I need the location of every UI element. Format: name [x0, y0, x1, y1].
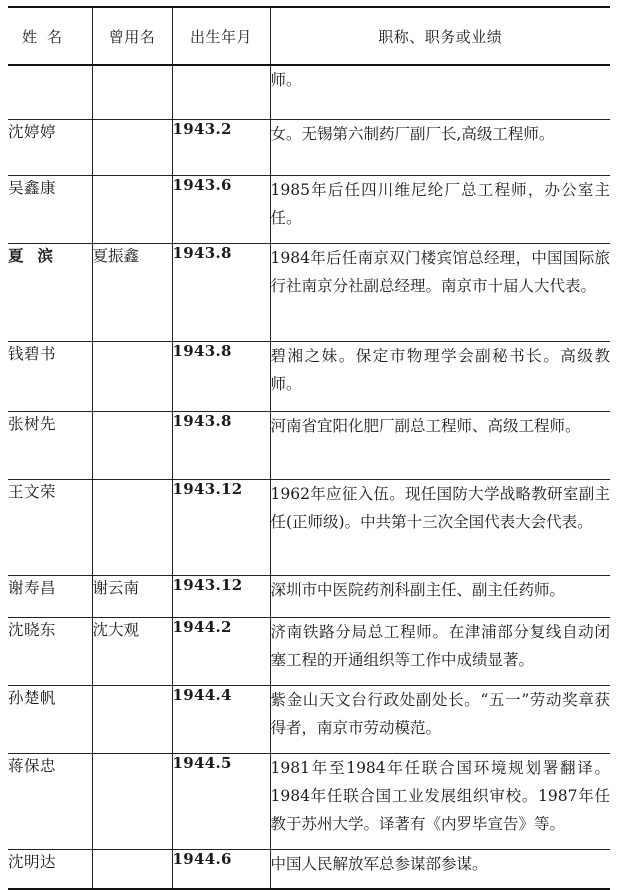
document-page: [8, 6, 610, 890]
cell-notes: 紫金山天文台行政处副处长。“五一”劳动奖章获得者，南京市劳动模范。: [270, 685, 610, 753]
table-row: [8, 175, 610, 243]
cell-notes: 师。: [270, 65, 610, 119]
cell-name: 孙楚帆: [8, 685, 92, 753]
cell-birth: 1943.8: [172, 411, 270, 479]
table-row: [8, 479, 610, 575]
header-name: 姓名: [8, 7, 92, 65]
table-row: [8, 617, 610, 685]
header-alias: 曾用名: [92, 7, 172, 65]
cell-birth: 1943.12: [172, 575, 270, 617]
cell-alias: [92, 175, 172, 243]
cell-notes: 1962年应征入伍。现任国防大学战略教研室副主任(正师级)。中共第十三次全国代表大会代表。: [270, 479, 610, 575]
cell-alias: 沈大观: [92, 617, 172, 685]
cell-birth: 1943.12: [172, 479, 270, 575]
cell-alias: [92, 411, 172, 479]
cell-birth: 1944.2: [172, 617, 270, 685]
table-row: [8, 849, 610, 889]
cell-alias: [92, 341, 172, 411]
cell-alias: [92, 479, 172, 575]
cell-alias: [92, 119, 172, 175]
cell-alias: 谢云南: [92, 575, 172, 617]
cell-birth: [172, 65, 270, 119]
table-row: [8, 243, 610, 341]
cell-notes: 1984年后任南京双门楼宾馆总经理，中国国际旅行社南京分社副总经理。南京市十届人大代表。: [270, 243, 610, 341]
cell-alias: [92, 849, 172, 889]
cell-name: 沈晓东: [8, 617, 92, 685]
cell-name: 夏滨: [8, 243, 92, 341]
cell-birth: 1943.2: [172, 119, 270, 175]
table-row: [8, 575, 610, 617]
cell-name: 张树先: [8, 411, 92, 479]
cell-birth: 1943.8: [172, 341, 270, 411]
table-row: [8, 119, 610, 175]
header-row: [8, 7, 610, 65]
cell-alias: [92, 753, 172, 849]
cell-notes: 河南省宜阳化肥厂副总工程师、高级工程师。: [270, 411, 610, 479]
table-header: [8, 7, 610, 65]
cell-name: 沈婷婷: [8, 119, 92, 175]
cell-notes: 女。无锡第六制药厂副厂长,高级工程师。: [270, 119, 610, 175]
roster-table: [8, 6, 610, 890]
cell-birth: 1944.5: [172, 753, 270, 849]
header-birth: 出生年月: [172, 7, 270, 65]
cell-name: 钱碧书: [8, 341, 92, 411]
cell-notes: 深圳市中医院药剂科副主任、副主任药师。: [270, 575, 610, 617]
table-row: [8, 341, 610, 411]
table-body: [8, 65, 610, 889]
cell-alias: 夏振鑫: [92, 243, 172, 341]
cell-alias: [92, 685, 172, 753]
cell-name: 沈明达: [8, 849, 92, 889]
cell-name: [8, 65, 92, 119]
table-row: [8, 65, 610, 119]
cell-name: 蒋保忠: [8, 753, 92, 849]
cell-notes: 1985年后任四川维尼纶厂总工程师，办公室主任。: [270, 175, 610, 243]
cell-birth: 1944.6: [172, 849, 270, 889]
cell-name: 王文荣: [8, 479, 92, 575]
table-row: [8, 753, 610, 849]
cell-birth: 1943.6: [172, 175, 270, 243]
cell-notes: 碧湘之妹。保定市物理学会副秘书长。高级教师。: [270, 341, 610, 411]
cell-notes: 济南铁路分局总工程师。在津浦部分复线自动闭塞工程的开通组织等工作中成绩显著。: [270, 617, 610, 685]
cell-birth: 1944.4: [172, 685, 270, 753]
cell-name: 谢寿昌: [8, 575, 92, 617]
cell-notes: 中国人民解放军总参谋部参谋。: [270, 849, 610, 889]
header-notes: 职称、职务或业绩: [270, 7, 610, 65]
table-row: [8, 411, 610, 479]
cell-alias: [92, 65, 172, 119]
cell-name: 吴鑫康: [8, 175, 92, 243]
cell-notes: 1981年至1984年任联合国环境规划署翻译。1984年任联合国工业发展组织审校。1987年任教于苏州大学。译著有《内罗毕宣告》等。: [270, 753, 610, 849]
cell-birth: 1943.8: [172, 243, 270, 341]
table-row: [8, 685, 610, 753]
